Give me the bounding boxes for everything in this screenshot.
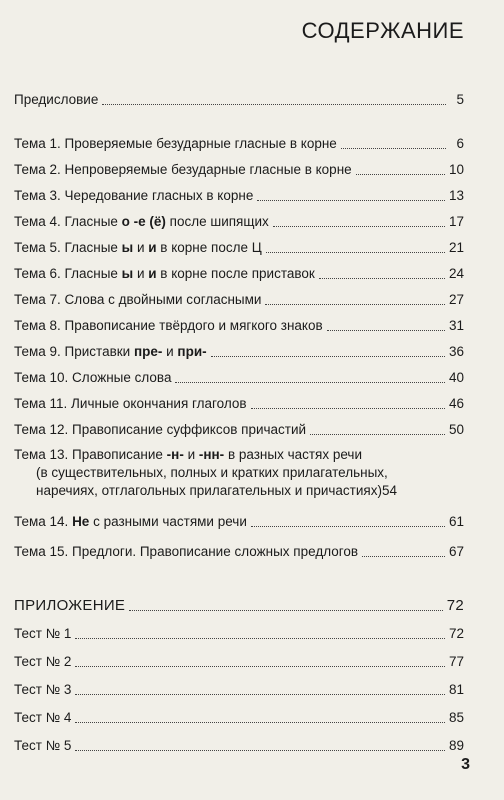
toc-entry-label bbox=[14, 266, 315, 282]
toc-page-number: 46 bbox=[448, 396, 464, 411]
leader-dots bbox=[273, 226, 445, 227]
leader-dots bbox=[327, 330, 445, 331]
topic-text: и bbox=[162, 344, 178, 359]
topic-text: Тема 11. Личные окончания глаголов bbox=[14, 396, 247, 411]
leader-dots bbox=[310, 434, 445, 435]
toc-entry-topic bbox=[14, 136, 464, 152]
toc-entry-label bbox=[14, 344, 207, 360]
toc-page-number: 72 bbox=[448, 626, 464, 641]
toc-page-number: 36 bbox=[448, 344, 464, 359]
leader-dots bbox=[362, 556, 445, 557]
table-of-contents bbox=[14, 92, 464, 754]
topic-text: Тема 1. Проверяемые безударные гласные в корне bbox=[14, 136, 337, 151]
topic-bold-text: и bbox=[148, 266, 157, 281]
toc-page-number: 50 bbox=[448, 422, 464, 437]
toc-page-number: 77 bbox=[448, 654, 464, 669]
leader-dots bbox=[257, 200, 445, 201]
topic-list bbox=[14, 136, 464, 438]
leader-dots bbox=[75, 722, 445, 723]
toc-entry-topic bbox=[14, 266, 464, 282]
toc-entry-topic bbox=[14, 318, 464, 334]
toc-page-number: 17 bbox=[448, 214, 464, 229]
test-list bbox=[14, 626, 464, 754]
toc-entry-topic bbox=[14, 370, 464, 386]
toc-entry-label bbox=[14, 514, 247, 530]
topic-14-prefix: Тема 14. bbox=[14, 514, 73, 529]
topic-text: Тема 12. Правописание суффиксов причастий bbox=[14, 422, 307, 437]
toc-page-number: 81 bbox=[448, 682, 464, 697]
toc-entry-label bbox=[14, 162, 352, 178]
leader-dots bbox=[319, 278, 445, 279]
toc-entry-label bbox=[14, 188, 253, 204]
toc-entry-test bbox=[14, 654, 464, 670]
topic-text: Тема 10. Сложные слова bbox=[14, 370, 172, 385]
toc-page-number: 89 bbox=[448, 738, 464, 753]
toc-page-number: 54 bbox=[381, 483, 397, 498]
toc-page-number: 85 bbox=[448, 710, 464, 725]
toc-entry-label bbox=[14, 214, 269, 230]
topic-13-bold-2: -нн- bbox=[198, 447, 225, 462]
toc-page-number: 27 bbox=[448, 292, 464, 307]
leader-dots bbox=[341, 148, 446, 149]
toc-entry-label bbox=[14, 292, 261, 308]
toc-entry-label bbox=[14, 422, 306, 438]
toc-entry-label: Тест № 3 bbox=[14, 682, 72, 697]
toc-entry-topic-13 bbox=[14, 446, 464, 500]
leader-dots bbox=[75, 694, 445, 695]
leader-dots bbox=[129, 610, 442, 611]
toc-entry-label: Тест № 1 bbox=[14, 626, 72, 641]
toc-entry-topic bbox=[14, 396, 464, 412]
topic-text: и bbox=[133, 266, 149, 281]
leader-dots bbox=[266, 252, 445, 253]
toc-entry-topic-15 bbox=[14, 544, 464, 560]
toc-entry-topic bbox=[14, 422, 464, 438]
leader-dots bbox=[251, 408, 445, 409]
toc-entry-label bbox=[14, 396, 247, 412]
leader-dots bbox=[175, 382, 445, 383]
topic-bold-text: при- bbox=[177, 344, 207, 359]
leader-dots bbox=[265, 304, 445, 305]
topic-text: в корне после приставок bbox=[156, 266, 315, 281]
topic-13-line-2: (в существительных, полных и кратких прилагательных, bbox=[36, 465, 388, 480]
topic-14-bold: Не bbox=[72, 514, 90, 529]
topic-bold-text: ы bbox=[121, 240, 134, 255]
topic-bold-text: пре- bbox=[133, 344, 163, 359]
page-title: СОДЕРЖАНИЕ bbox=[301, 18, 464, 43]
topic-text: Тема 2. Непроверяемые безударные гласные в корне bbox=[14, 162, 352, 177]
topic-14-suffix: с разными частями речи bbox=[89, 514, 247, 529]
toc-page-number: 72 bbox=[446, 597, 464, 614]
toc-page-number: 5 bbox=[456, 92, 464, 107]
toc-page-number: 21 bbox=[448, 240, 464, 255]
toc-entry-topic bbox=[14, 240, 464, 256]
toc-entry-label bbox=[14, 136, 337, 152]
toc-entry-appendix bbox=[14, 598, 464, 614]
toc-page-number: 6 bbox=[456, 136, 464, 151]
toc-entry-topic bbox=[14, 162, 464, 178]
toc-entry-test bbox=[14, 626, 464, 642]
topic-13-bold: -н- bbox=[166, 447, 184, 462]
topic-text: Тема 8. Правописание твёрдого и мягкого знаков bbox=[14, 318, 323, 333]
leader-dots bbox=[75, 750, 445, 751]
topic-text: Тема 3. Чередование гласных в корне bbox=[14, 188, 254, 203]
leader-dots bbox=[356, 174, 445, 175]
page-number: 3 bbox=[461, 756, 470, 773]
topic-text: Тема 5. Гласные bbox=[14, 240, 122, 255]
topic-text: в корне после Ц bbox=[156, 240, 262, 255]
toc-entry-test bbox=[14, 710, 464, 726]
toc-entry-label: Тест № 5 bbox=[14, 738, 72, 753]
toc-entry-label: Тема 15. Предлоги. Правописание сложных предлогов bbox=[14, 544, 359, 559]
topic-13-mid: и bbox=[183, 447, 199, 462]
leader-dots bbox=[251, 526, 445, 527]
toc-entry-topic-14 bbox=[14, 514, 464, 530]
toc-entry-test bbox=[14, 738, 464, 754]
topic-13-text: Тема 13. Правописание bbox=[14, 447, 167, 462]
toc-entry-test bbox=[14, 682, 464, 698]
toc-entry-label: Предисловие bbox=[14, 92, 99, 107]
leader-dots bbox=[75, 666, 445, 667]
leader-dots bbox=[102, 104, 446, 105]
topic-bold-text: и bbox=[148, 240, 157, 255]
toc-entry-preface bbox=[14, 92, 464, 108]
toc-page-number: 24 bbox=[448, 266, 464, 281]
toc-entry-topic bbox=[14, 344, 464, 360]
leader-dots bbox=[75, 638, 445, 639]
toc-page-number: 67 bbox=[448, 544, 464, 559]
topic-bold-text: ы bbox=[121, 266, 134, 281]
toc-entry-topic bbox=[14, 188, 464, 204]
topic-13-line-3: наречиях, отглагольных прилагательных и причастиях) bbox=[36, 483, 382, 498]
toc-page-number: 31 bbox=[448, 318, 464, 333]
leader-dots bbox=[211, 356, 445, 357]
topic-text: и bbox=[133, 240, 149, 255]
topic-text: Тема 6. Гласные bbox=[14, 266, 122, 281]
toc-entry-topic bbox=[14, 214, 464, 230]
topic-text: Тема 7. Слова с двойными согласными bbox=[14, 292, 262, 307]
topic-13-suffix: в разных частях речи bbox=[224, 447, 363, 462]
toc-page-number: 13 bbox=[448, 188, 464, 203]
topic-bold-text: о -е (ё) bbox=[121, 214, 166, 229]
toc-entry-topic bbox=[14, 292, 464, 308]
toc-entry-label: Тест № 4 bbox=[14, 710, 72, 725]
topic-text: Тема 9. Приставки bbox=[14, 344, 134, 359]
toc-entry-label bbox=[14, 370, 171, 386]
toc-entry-label: ПРИЛОЖЕНИЕ bbox=[14, 597, 126, 614]
topic-text: Тема 4. Гласные bbox=[14, 214, 122, 229]
toc-page-number: 61 bbox=[448, 514, 464, 529]
toc-page-number: 10 bbox=[448, 162, 464, 177]
toc-entry-label: Тест № 2 bbox=[14, 654, 72, 669]
topic-text: после шипящих bbox=[165, 214, 269, 229]
toc-entry-label bbox=[14, 318, 323, 334]
toc-page-number: 40 bbox=[448, 370, 464, 385]
toc-entry-label bbox=[14, 240, 262, 256]
